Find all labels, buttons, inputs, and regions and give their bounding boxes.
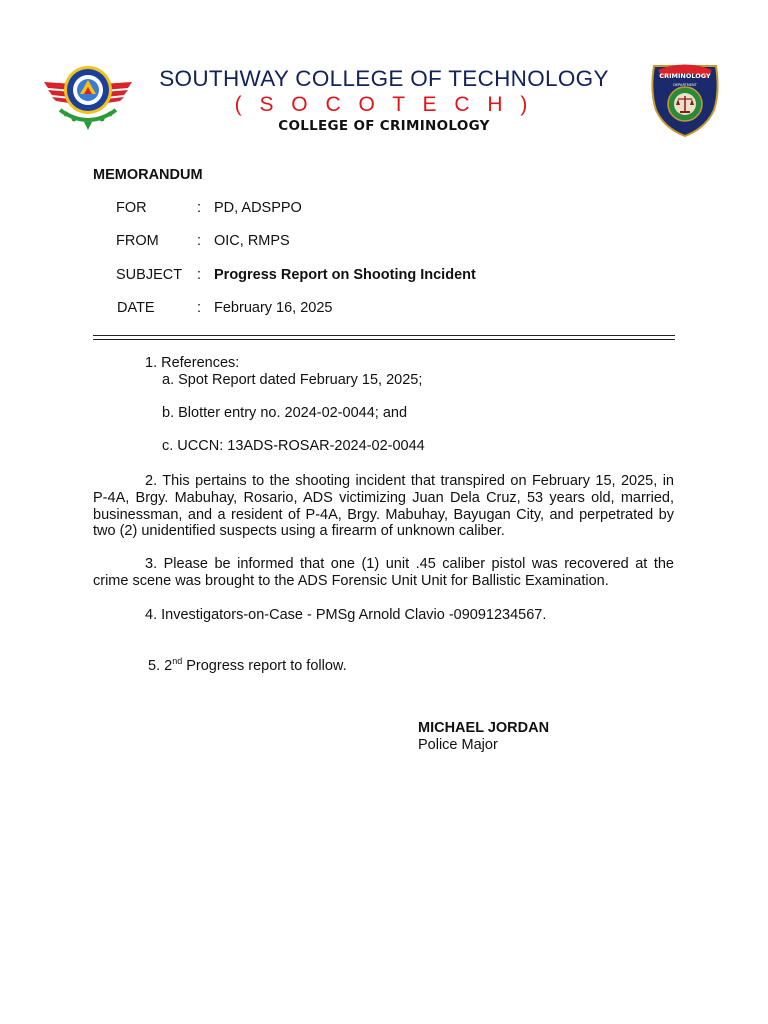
references-heading: 1. References: xyxy=(145,355,240,371)
from-colon: : xyxy=(197,233,202,249)
subject-colon: : xyxy=(197,267,202,283)
from-value: OIC, RMPS xyxy=(214,233,290,249)
subject-label: SUBJECT xyxy=(116,267,183,283)
signatory-name: MICHAEL JORDAN xyxy=(418,720,550,736)
signatory-rank: Police Major xyxy=(418,737,498,753)
double-rule-bottom xyxy=(93,339,675,340)
memo-title: MEMORANDUM xyxy=(93,167,203,183)
school-abbreviation: ( S O C O T E C H ) xyxy=(234,93,534,116)
paragraph-5 xyxy=(148,653,347,675)
reference-b: b. Blotter entry no. 2024-02-0044; and xyxy=(162,405,408,421)
for-colon: : xyxy=(197,200,202,216)
date-value: February 16, 2025 xyxy=(214,300,333,316)
from-label: FROM xyxy=(116,233,159,249)
college-name: COLLEGE OF CRIMINOLOGY xyxy=(278,118,490,134)
paragraph-3: 3. Please be informed that one (1) unit .45 caliber pistol was recovered at the crime scene was brought to the ADS Forensic Unit Unit for Ballistic Examination. xyxy=(93,556,674,589)
for-value: PD, ADSPPO xyxy=(214,200,302,216)
paragraph-5-suffix: Progress report to follow. xyxy=(182,657,347,674)
badge-subtext: DEPARTMENT xyxy=(673,83,697,87)
for-label: FOR xyxy=(116,200,147,216)
paragraph-5-prefix: 5. 2 xyxy=(148,657,173,674)
double-rule-top xyxy=(93,335,675,336)
school-name: SOUTHWAY COLLEGE OF TECHNOLOGY xyxy=(159,66,609,91)
paragraph-5-ordinal: nd xyxy=(172,656,183,666)
paragraph-2: 2. This pertains to the shooting incident that transpired on February 15, 2025, in P-4A, Brgy. Mabuhay, Rosario, ADS victimizing Juan Dela Cruz, 53 years old, married, businessman, and a resident of P-4A, Brgy. Mabuhay, Bayugan City, and perpetrated by two (2) unidentified suspects using a firearm of unknown caliber. xyxy=(93,473,674,540)
badge-text: CRIMINOLOGY xyxy=(659,72,711,80)
date-label: DATE xyxy=(117,300,155,316)
date-colon: : xyxy=(197,300,202,316)
reference-c: c. UCCN: 13ADS-ROSAR-2024-02-0044 xyxy=(162,438,425,454)
paragraph-4: 4. Investigators-on-Case - PMSg Arnold Clavio -09091234567. xyxy=(145,607,547,623)
subject-value: Progress Report on Shooting Incident xyxy=(214,267,476,283)
reference-a: a. Spot Report dated February 15, 2025; xyxy=(162,372,423,388)
